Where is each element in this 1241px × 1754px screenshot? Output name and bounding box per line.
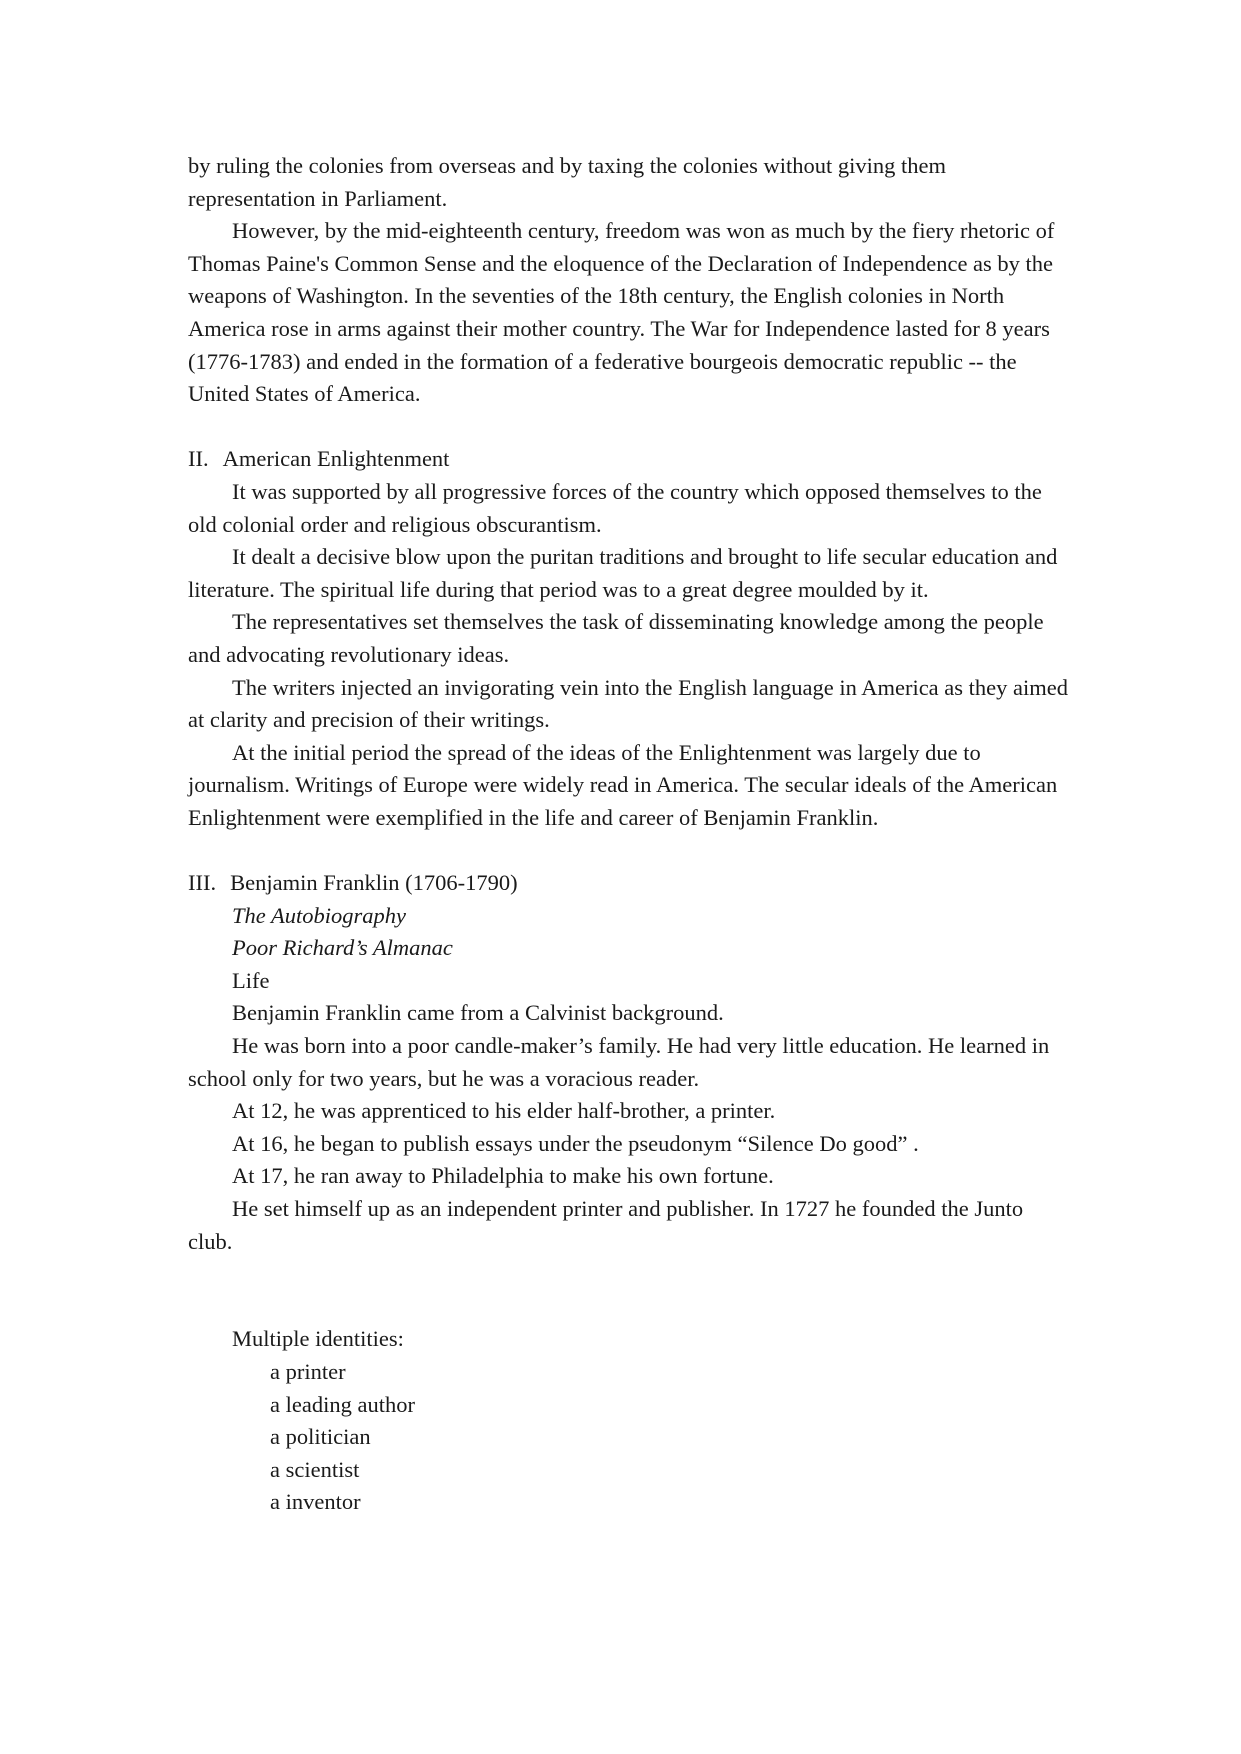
intro-paragraph-1: by ruling the colonies from overseas and by taxing the colonies without giving them representation in Parliament. — [188, 153, 946, 211]
identity-item: a inventor — [270, 1489, 361, 1515]
identity-item: a politician — [270, 1424, 371, 1450]
section-2-paragraph: At the initial period the spread of the ideas of the Enlightenment was largely due to journalism. Writings of Europe were widely read in America. The secular ideals of the American Enlightenment were exemplified in the life and career of Benjamin Franklin. — [188, 739, 1058, 830]
section-3-heading — [188, 867, 1068, 900]
section-3-paragraph: Benjamin Franklin came from a Calvinist background. — [232, 1000, 724, 1026]
identity-item: a leading author — [270, 1391, 415, 1417]
identity-item: a scientist — [270, 1456, 360, 1482]
section-2-heading — [188, 443, 1068, 476]
section-2-number: II. — [188, 446, 209, 472]
section-3-paragraph: He was born into a poor candle-maker’s family. He had very little education. He learned in school only for two years, but he was a voracious reader. — [188, 1033, 1050, 1091]
life-label: Life — [232, 967, 270, 993]
intro-paragraph-2: However, by the mid-eighteenth century, freedom was won as much by the fiery rhetoric of Thomas Paine's Common Sense and the eloquence of the Declaration of Independence as by the weapons of Washington. In the seventies of the 18th century, the English colonies in North America rose in arms against their mother country. The War for Independence lasted for 8 years (1776-1783) and ended in the formation of a federative bourgeois democratic republic -- the United States of America. — [188, 218, 1055, 407]
section-3-paragraph: At 12, he was apprenticed to his elder half-brother, a printer. — [232, 1098, 776, 1124]
section-2-paragraph: It was supported by all progressive forces of the country which opposed themselves to the old colonial order and religious obscurantism. — [188, 478, 1042, 537]
section-2-paragraph: The writers injected an invigorating vein into the English language in America as they aimed at clarity and precision of their writings. — [188, 674, 1069, 733]
section-3-title: Benjamin Franklin (1706-1790) — [230, 870, 518, 896]
section-3-number: III. — [188, 870, 217, 896]
section-3-paragraph: He set himself up as an independent printer and publisher. In 1727 he founded the Junto club. — [188, 1196, 1024, 1254]
section-3-paragraph: At 17, he ran away to Philadelphia to make his own fortune. — [232, 1163, 774, 1189]
identity-item: a printer — [270, 1358, 346, 1384]
work-title: The Autobiography — [232, 902, 406, 928]
document-body — [188, 150, 1068, 1519]
section-2-paragraph: The representatives set themselves the task of disseminating knowledge among the people and advocating revolutionary ideas. — [188, 609, 1044, 667]
section-2-title: American Enlightenment — [222, 446, 450, 472]
section-2-paragraph: It dealt a decisive blow upon the puritan traditions and brought to life secular education and literature. The spiritual life during that period was to a great degree moulded by it. — [188, 544, 1058, 602]
work-title: Poor Richard’s Almanac — [232, 935, 453, 961]
identities-label: Multiple identities: — [232, 1326, 404, 1352]
section-3-paragraph: At 16, he began to publish essays under the pseudonym “Silence Do good” . — [232, 1130, 919, 1156]
